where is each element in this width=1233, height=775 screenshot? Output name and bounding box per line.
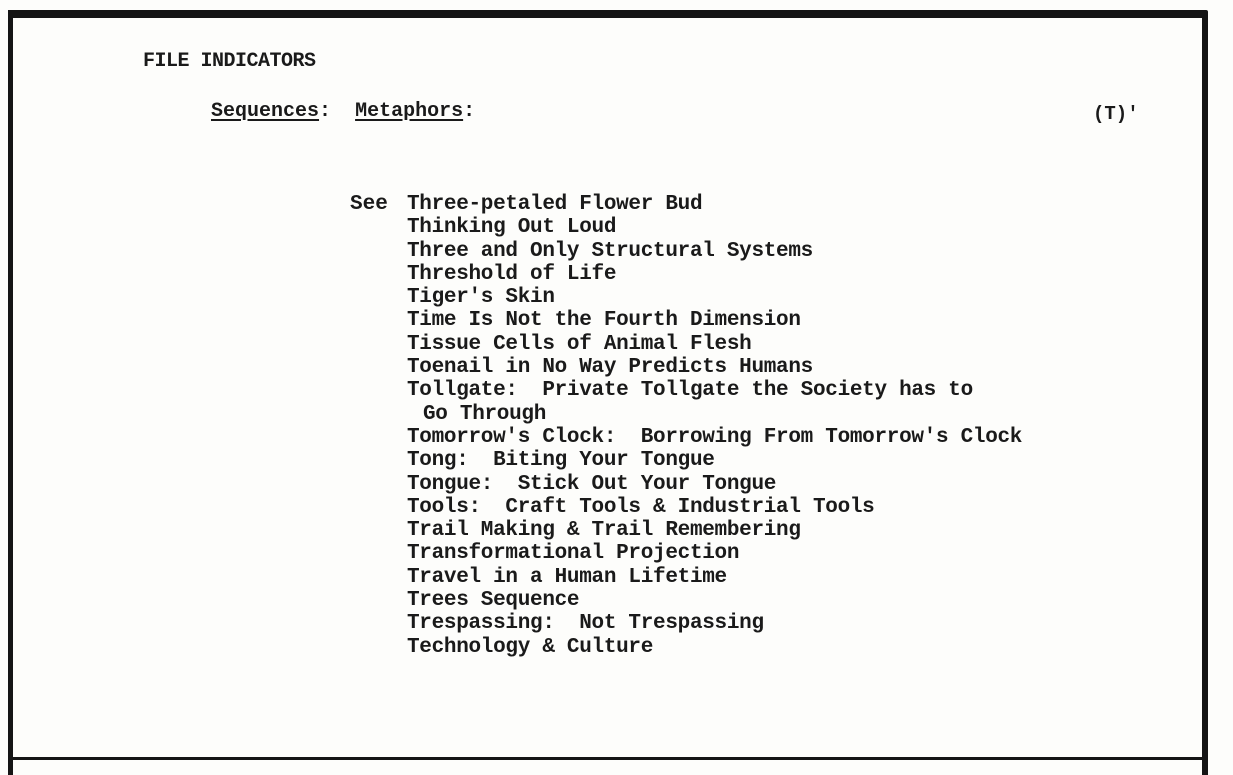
card-border-bottom (8, 757, 1208, 760)
sequences-label: Sequences (211, 100, 320, 123)
list-item: Tong: Biting Your Tongue (407, 449, 715, 473)
category-line (211, 100, 475, 123)
list-item: Three and Only Structural Systems (407, 239, 813, 263)
list-item: Three-petaled Flower Bud (407, 193, 703, 216)
card-border-left (8, 10, 13, 775)
metaphors-label: Metaphors (355, 100, 464, 123)
list-item: Tollgate: Private Tollgate the Society has to (407, 379, 973, 403)
list-item: Trespassing: Not Trespassing (407, 612, 764, 636)
list-item: Travel in a Human Lifetime (407, 565, 727, 589)
card-border-right (1202, 14, 1208, 775)
see-label: See (350, 193, 388, 216)
list-item: Trees Sequence (407, 589, 580, 613)
list-item: Tools: Craft Tools & Industrial Tools (407, 495, 875, 519)
list-item: Tiger's Skin (407, 286, 555, 310)
section-mark: (T)' (1093, 103, 1139, 125)
card-border-top (8, 10, 1208, 18)
list-item: Threshold of Life (407, 262, 617, 286)
list-item: Transformational Projection (407, 542, 740, 566)
sequences-separator: : (319, 100, 332, 123)
page-title: FILE INDICATORS (143, 50, 316, 73)
list-item: Tissue Cells of Animal Flesh (407, 332, 752, 356)
list-item: Tongue: Stick Out Your Tongue (407, 472, 777, 496)
list-item: Thinking Out Loud (407, 216, 617, 240)
list-item: Tomorrow's Clock: Borrowing From Tomorrow's Clock (407, 425, 1023, 449)
list-item: Toenail in No Way Predicts Humans (407, 356, 813, 380)
list-item: Technology & Culture (407, 635, 654, 659)
list-item: Time Is Not the Fourth Dimension (407, 309, 801, 333)
list-item: Trail Making & Trail Remembering (407, 519, 801, 543)
cross-reference-list (407, 193, 1022, 659)
list-item-continuation: Go Through (423, 402, 547, 426)
metaphors-separator: : (463, 100, 476, 123)
